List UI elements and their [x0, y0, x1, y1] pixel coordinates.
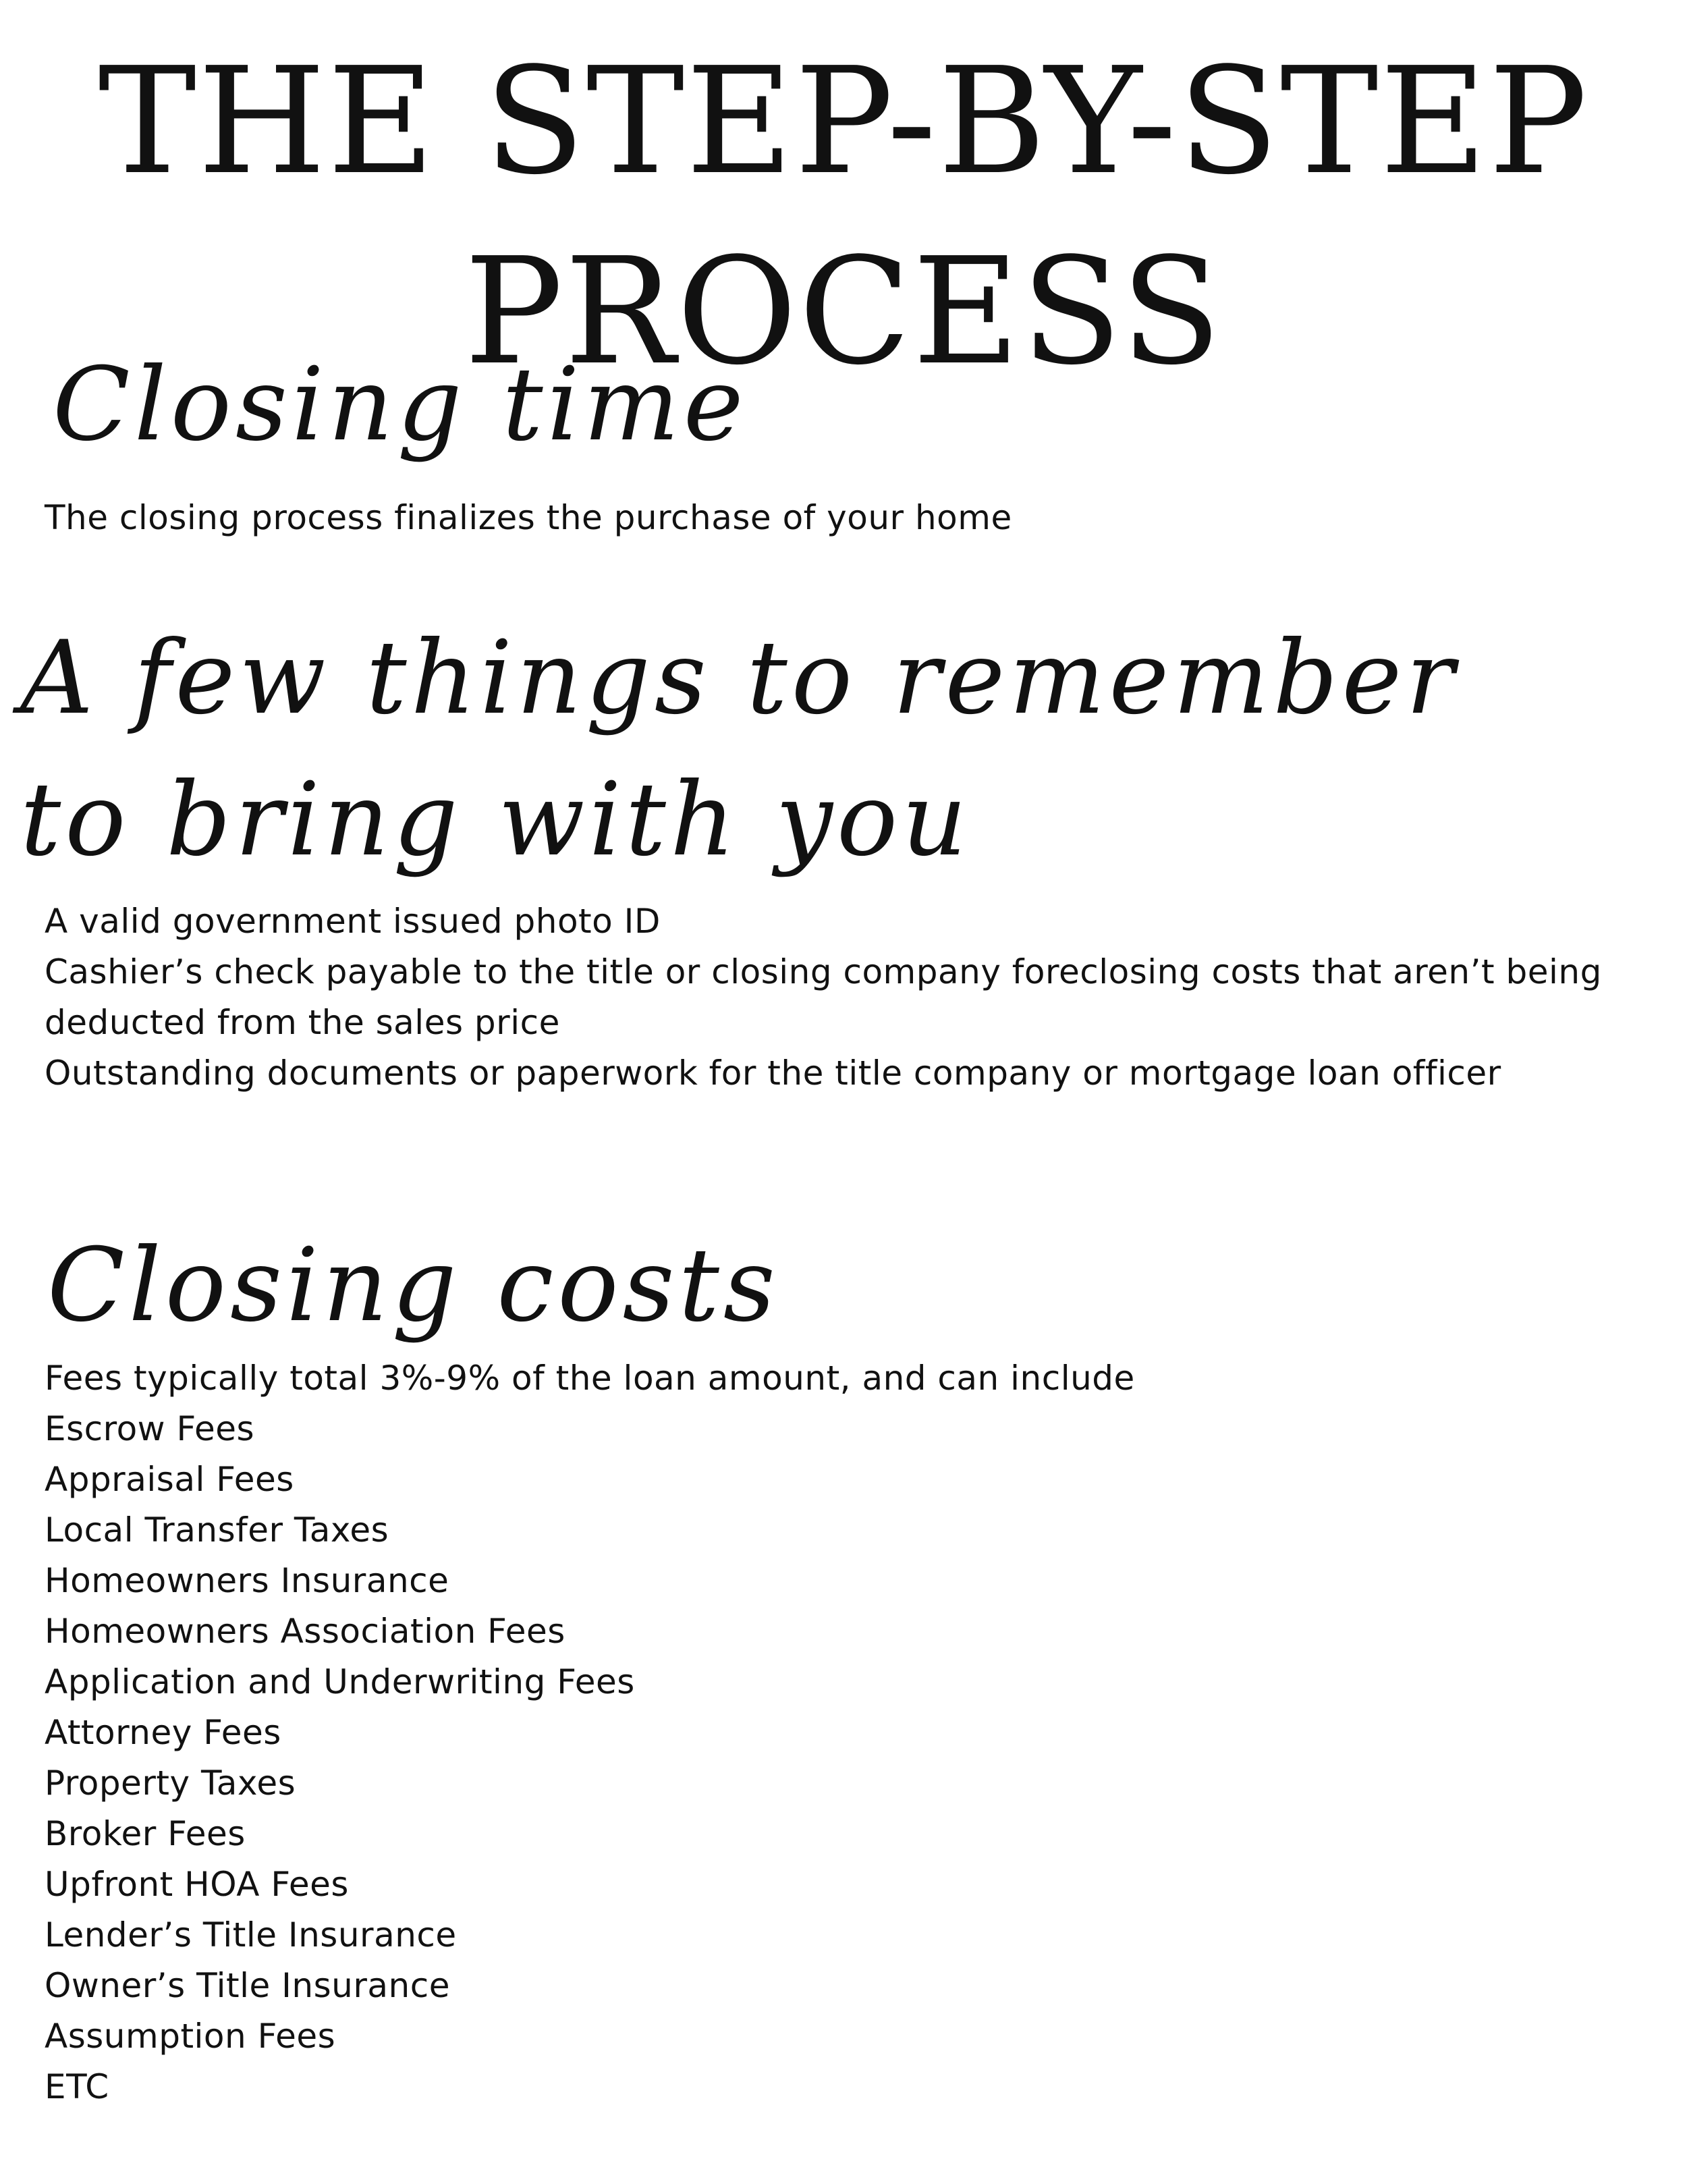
page-title-line-1: THE STEP-BY-STEP [98, 36, 1589, 207]
closing-costs-intro: Fees typically total 3%-9% of the loan amount, and can include [45, 1359, 1135, 1398]
closing-time-heading: Closing time [53, 346, 748, 464]
remember-heading [20, 607, 1458, 891]
remember-heading-line-1: A few things to remember [20, 620, 1458, 737]
list-item: A valid government issued photo ID [45, 902, 661, 941]
list-item: Upfront HOA Fees [45, 1865, 349, 1904]
list-item: Escrow Fees [45, 1409, 255, 1448]
list-item: Owner’s Title Insurance [45, 1966, 450, 2005]
list-item: Application and Underwriting Fees [45, 1662, 635, 1701]
list-item: Lender’s Title Insurance [45, 1915, 457, 1955]
remember-heading-line-2: to bring with you [20, 761, 971, 879]
list-item: Outstanding documents or paperwork for the title company or mortgage loan officer [45, 1054, 1501, 1093]
closing-costs-heading: Closing costs [47, 1227, 779, 1344]
closing-costs-list [45, 1353, 1135, 2112]
list-item: Homeowners Insurance [45, 1561, 449, 1600]
closing-time-intro: The closing process finalizes the purchase of your home [45, 498, 1012, 537]
list-item: ETC [45, 2067, 109, 2106]
list-item: Appraisal Fees [45, 1460, 294, 1499]
page-title-line-2: PROCESS [464, 227, 1223, 398]
list-item: Cashier’s check payable to the title or closing company foreclosing costs that aren’t being [45, 952, 1602, 991]
list-item: Property Taxes [45, 1764, 296, 1803]
list-item: Broker Fees [45, 1814, 246, 1853]
list-item: Attorney Fees [45, 1713, 281, 1752]
list-item: Local Transfer Taxes [45, 1510, 389, 1550]
list-item: Assumption Fees [45, 2017, 336, 2056]
list-item: deducted from the sales price [45, 1003, 560, 1042]
list-item: Homeowners Association Fees [45, 1612, 565, 1651]
remember-list [45, 896, 1602, 1099]
